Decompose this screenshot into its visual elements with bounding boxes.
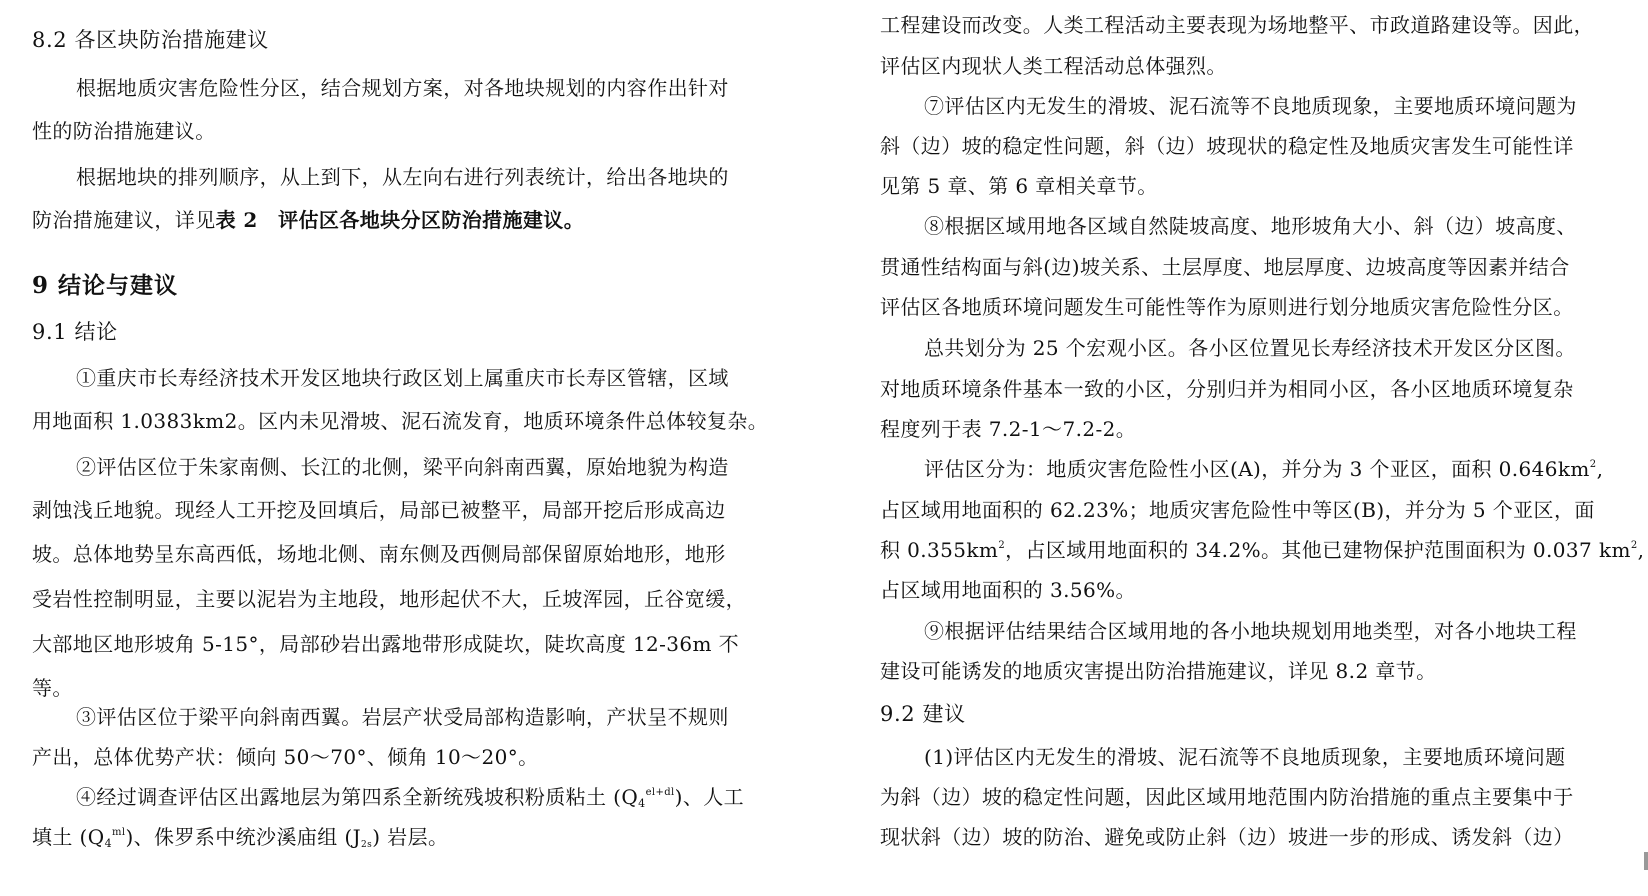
- paragraph-line: ⑨根据评估结果结合区域用地的各小地块规划用地类型，对各小地块工程: [924, 619, 1577, 643]
- paragraph-text: 评估区分为：地质灾害危险性小区(A)，并分为 3 个亚区，面积 0.646km: [924, 457, 1590, 481]
- superscript: 2: [1630, 540, 1638, 551]
- paragraph-line: 为斜（边）坡的稳定性问题，因此区域用地范围内防治措施的重点主要集中于: [880, 785, 1574, 809]
- subscript: 4: [104, 837, 112, 850]
- section-heading-8-2: 8.2 各区块防治措施建议: [32, 28, 269, 52]
- paragraph-text: 防治措施建议，详见: [32, 208, 216, 232]
- paragraph-line: 占区域用地面积的 3.56%。: [880, 578, 1136, 602]
- paragraph-line: ①重庆市长寿经济技术开发区地块行政区划上属重庆市长寿区管辖，区域: [76, 366, 729, 390]
- paragraph-line: 根据地块的排列顺序，从上到下，从左向右进行列表统计，给出各地块的: [76, 165, 729, 189]
- paragraph-text: ④经过调查评估区出露地层为第四系全新统残坡积粉质粘土 (Q: [76, 785, 639, 809]
- paragraph-line: [76, 783, 744, 811]
- superscript: 2: [998, 540, 1006, 551]
- scrollbar-edge[interactable]: [1644, 852, 1648, 870]
- paragraph-text: ,: [1637, 538, 1645, 562]
- superscript: 2: [1589, 459, 1597, 470]
- section-heading-9-2: 9.2 建议: [880, 702, 966, 726]
- paragraph-line: 建设可能诱发的地质灾害提出防治措施建议，详见 8.2 章节。: [880, 659, 1437, 683]
- section-heading-9-1: 9.1 结论: [32, 320, 118, 344]
- paragraph-line: 等。: [32, 676, 73, 700]
- paragraph-text: ，占区域用地面积的 34.2%。其他已建物保护范围面积为 0.037 km: [1005, 538, 1631, 562]
- paragraph-line: [880, 536, 1644, 564]
- paragraph-text: ) 岩层。: [372, 825, 449, 849]
- paragraph-line: 产出，总体优势产状：倾向 50～70°、倾角 10～20°。: [32, 745, 539, 769]
- paragraph-line: 程度列于表 7.2-1～7.2-2。: [880, 417, 1137, 441]
- subscript: 4: [638, 797, 646, 810]
- paragraph-line: ⑧根据区域用地各区域自然陡坡高度、地形坡角大小、斜（边）坡高度、: [924, 214, 1577, 238]
- paragraph-line: 受岩性控制明显，主要以泥岩为主地段，地形起伏不大，丘坡浑园，丘谷宽缓，: [32, 587, 746, 611]
- paragraph-line: [924, 455, 1603, 483]
- paragraph-line: 评估区内现状人类工程活动总体强烈。: [880, 54, 1227, 78]
- paragraph-line: 用地面积 1.0383km2。区内未见滑坡、泥石流发育，地质环境条件总体较复杂。: [32, 409, 769, 433]
- paragraph-line: (1)评估区内无发生的滑坡、泥石流等不良地质现象，主要地质环境问题: [924, 745, 1566, 769]
- chapter-heading-9: 9 结论与建议: [32, 272, 179, 299]
- paragraph-line: [32, 206, 584, 234]
- paragraph-line: [32, 823, 448, 851]
- superscript: ml: [111, 827, 126, 838]
- paragraph-text: ,: [1596, 457, 1604, 481]
- paragraph-line: 占区域用地面积的 62.23%；地质灾害危险性中等区(B)，并分为 5 个亚区，面: [880, 498, 1595, 522]
- paragraph-line: 现状斜（边）坡的防治、避免或防止斜（边）坡进一步的形成、诱发斜（边）: [880, 825, 1574, 849]
- paragraph-line: 坡。总体地势呈东高西低，场地北侧、南东侧及西侧局部保留原始地形，地形: [32, 542, 726, 566]
- paragraph-line: 大部地区地形坡角 5-15°，局部砂岩出露地带形成陡坎，陡坎高度 12-36m 不: [32, 632, 740, 656]
- paragraph-text: 积 0.355km: [880, 538, 999, 562]
- paragraph-line: 性的防治措施建议。: [32, 119, 216, 143]
- paragraph-line: ③评估区位于梁平向斜南西翼。岩层产状受局部构造影响，产状呈不规则: [76, 705, 729, 729]
- paragraph-line: 贯通性结构面与斜(边)坡关系、土层厚度、地层厚度、边坡高度等因素并结合: [880, 255, 1570, 279]
- superscript: el+dl: [645, 787, 675, 798]
- paragraph-line: 工程建设而改变。人类工程活动主要表现为场地整平、市政道路建设等。因此，: [880, 13, 1594, 37]
- paragraph-line: 评估区各地质环境问题发生可能性等作为原则进行划分地质灾害危险性分区。: [880, 295, 1574, 319]
- paragraph-line: ②评估区位于朱家南侧、长江的北侧，梁平向斜南西翼，原始地貌为构造: [76, 455, 729, 479]
- subscript: 2s: [361, 840, 373, 850]
- table-reference: 表 2 评估区各地块分区防治措施建议。: [215, 208, 585, 232]
- paragraph-line: 斜（边）坡的稳定性问题，斜（边）坡现状的稳定性及地质灾害发生可能性详: [880, 134, 1574, 158]
- paragraph-line: 剥蚀浅丘地貌。现经人工开挖及回填后，局部已被整平，局部开挖后形成高边: [32, 498, 726, 522]
- paragraph-line: 见第 5 章、第 6 章相关章节。: [880, 174, 1158, 198]
- paragraph-text: )、人工: [674, 785, 745, 809]
- paragraph-line: 总共划分为 25 个宏观小区。各小区位置见长寿经济技术开发区分区图。: [924, 336, 1576, 360]
- paragraph-line: 根据地质灾害危险性分区，结合规划方案，对各地块规划的内容作出针对: [76, 76, 729, 100]
- paragraph-text: )、侏罗系中统沙溪庙组 (J: [125, 825, 362, 849]
- paragraph-line: ⑦评估区内无发生的滑坡、泥石流等不良地质现象，主要地质环境问题为: [924, 94, 1577, 118]
- paragraph-text: 填土 (Q: [32, 825, 105, 849]
- paragraph-line: 对地质环境条件基本一致的小区，分别归并为相同小区，各小区地质环境复杂: [880, 377, 1574, 401]
